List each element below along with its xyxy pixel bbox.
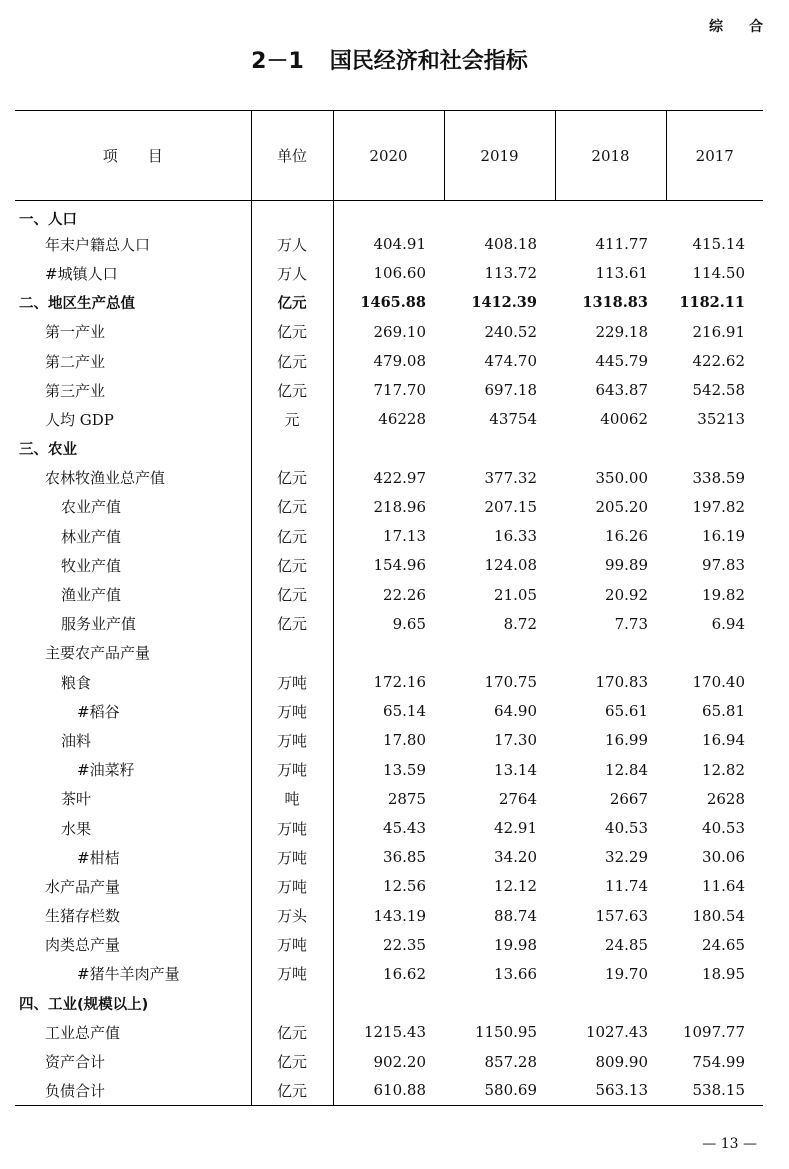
- table-row: [15, 813, 763, 842]
- row-value: 113.61: [595, 264, 648, 283]
- table-row: [15, 376, 763, 405]
- row-value: [555, 201, 666, 230]
- row-unit: 亿元: [251, 288, 333, 317]
- row-item: 粮食: [61, 673, 92, 692]
- row-value: 377.32: [484, 468, 537, 487]
- row-value: 24.65: [702, 935, 745, 954]
- row-item: 农业产值: [61, 498, 122, 517]
- row-value: 240.52: [484, 322, 537, 341]
- table-title-text: 国民经济和社会指标: [329, 49, 528, 74]
- table-row: [15, 1076, 763, 1105]
- row-value: 1215.43: [333, 1018, 444, 1047]
- row-value: [666, 989, 763, 1018]
- row-value: 411.77: [595, 235, 648, 254]
- row-item: 林业产值: [61, 527, 122, 546]
- row-value: 180.54: [692, 906, 745, 925]
- row-item: 油料: [61, 731, 92, 750]
- row-value: [444, 638, 555, 667]
- table-row: [15, 843, 763, 872]
- table-row: [15, 1018, 763, 1047]
- row-unit: [251, 434, 333, 463]
- row-item: 年末户籍总人口: [45, 235, 151, 254]
- table-row: [15, 959, 763, 988]
- table-row: [15, 434, 763, 463]
- row-item: 牧业产值: [61, 556, 122, 575]
- row-value: 97.83: [702, 556, 745, 575]
- row-value: 1318.83: [582, 294, 648, 312]
- page-number: — 13 —: [702, 1136, 757, 1152]
- table-row: [15, 288, 763, 317]
- row-value: 22.35: [333, 930, 444, 959]
- row-value: 65.61: [605, 702, 648, 721]
- row-item: 茶叶: [61, 790, 92, 809]
- table-row: [15, 317, 763, 346]
- row-value: 11.74: [605, 877, 648, 896]
- header-item: 项 目: [15, 111, 251, 201]
- table-row: [15, 346, 763, 375]
- row-value: 43754: [489, 410, 537, 429]
- row-unit: 万吨: [251, 872, 333, 901]
- table-row: [15, 230, 763, 259]
- row-value: 1150.95: [474, 1023, 537, 1042]
- row-value: 216.91: [692, 322, 745, 341]
- table-row: [15, 492, 763, 521]
- row-unit: 万人: [251, 259, 333, 288]
- row-value: 338.59: [692, 468, 745, 487]
- row-value: 170.40: [692, 673, 745, 692]
- row-unit: 亿元: [251, 551, 333, 580]
- row-value: 2667: [609, 789, 648, 808]
- row-value: 2875: [333, 784, 444, 813]
- row-unit: 万头: [251, 901, 333, 930]
- header-year-2018: 2018: [555, 111, 666, 201]
- row-value: 24.85: [605, 935, 648, 954]
- row-value: 16.26: [605, 527, 648, 546]
- row-value: 754.99: [692, 1052, 745, 1071]
- row-value: 857.28: [484, 1052, 537, 1071]
- row-unit: 亿元: [251, 1018, 333, 1047]
- row-value: [444, 201, 555, 230]
- row-item: #稻谷: [77, 702, 120, 721]
- row-unit: 万吨: [251, 726, 333, 755]
- header-year-2020: 2020: [333, 111, 444, 201]
- row-item: 二、地区生产总值: [19, 296, 135, 313]
- row-value: 1182.11: [679, 294, 745, 312]
- table-row: [15, 1047, 763, 1076]
- row-value: 64.90: [494, 702, 537, 721]
- table-row: [15, 638, 763, 667]
- table-row: [15, 726, 763, 755]
- row-item: 水产品产量: [45, 877, 121, 896]
- row-unit: [251, 989, 333, 1018]
- row-value: 474.70: [484, 352, 537, 371]
- row-value: 22.26: [333, 580, 444, 609]
- row-value: 46228: [333, 405, 444, 434]
- row-item: 第一产业: [45, 323, 106, 342]
- row-value: 40.53: [702, 819, 745, 838]
- row-item: #猪牛羊肉产量: [77, 965, 180, 984]
- row-value: [666, 201, 763, 230]
- row-value: 32.29: [605, 848, 648, 867]
- row-unit: 万人: [251, 230, 333, 259]
- row-value: 17.80: [333, 726, 444, 755]
- row-value: 2628: [706, 789, 745, 808]
- row-item: #油菜籽: [77, 761, 135, 780]
- row-value: 2764: [498, 789, 537, 808]
- row-unit: 万吨: [251, 930, 333, 959]
- row-unit: 万吨: [251, 668, 333, 697]
- row-value: 422.62: [692, 352, 745, 371]
- row-value: 13.59: [333, 755, 444, 784]
- row-value: 415.14: [692, 235, 745, 254]
- row-value: 19.98: [494, 935, 537, 954]
- row-unit: 亿元: [251, 580, 333, 609]
- row-value: 16.19: [702, 527, 745, 546]
- row-unit: 万吨: [251, 813, 333, 842]
- row-value: [333, 201, 444, 230]
- table-row: [15, 201, 763, 230]
- row-value: 19.70: [605, 964, 648, 983]
- row-value: 218.96: [333, 492, 444, 521]
- row-value: 170.83: [595, 673, 648, 692]
- row-unit: 元: [251, 405, 333, 434]
- row-value: 154.96: [333, 551, 444, 580]
- row-unit: 亿元: [251, 1047, 333, 1076]
- row-value: 45.43: [333, 813, 444, 842]
- row-item: 主要农产品产量: [45, 644, 151, 663]
- table-row: [15, 609, 763, 638]
- table-row: [15, 551, 763, 580]
- row-value: 42.91: [494, 819, 537, 838]
- row-unit: [251, 638, 333, 667]
- row-value: 580.69: [484, 1081, 537, 1100]
- row-item: 四、工业(规模以上): [19, 996, 149, 1013]
- table-row: [15, 901, 763, 930]
- row-unit: 亿元: [251, 492, 333, 521]
- header-row: [15, 111, 763, 201]
- row-value: 1412.39: [471, 294, 537, 312]
- table-row: [15, 989, 763, 1018]
- row-value: 40.53: [605, 819, 648, 838]
- row-value: [444, 434, 555, 463]
- row-unit: 亿元: [251, 1076, 333, 1105]
- row-unit: 亿元: [251, 346, 333, 375]
- row-unit: 万吨: [251, 755, 333, 784]
- row-value: 610.88: [333, 1076, 444, 1105]
- row-item: 负债合计: [45, 1081, 106, 1100]
- row-value: 143.19: [333, 901, 444, 930]
- row-value: [333, 989, 444, 1018]
- row-unit: 亿元: [251, 376, 333, 405]
- row-value: 1465.88: [333, 288, 444, 317]
- row-value: 16.62: [333, 959, 444, 988]
- row-value: 99.89: [605, 556, 648, 575]
- row-value: 18.95: [702, 964, 745, 983]
- row-unit: 吨: [251, 784, 333, 813]
- row-value: 124.08: [484, 556, 537, 575]
- row-item: 人均 GDP: [45, 410, 114, 429]
- row-item: #城镇人口: [45, 264, 118, 283]
- row-value: 40062: [600, 410, 648, 429]
- row-value: 422.97: [333, 463, 444, 492]
- row-value: [555, 434, 666, 463]
- row-value: 8.72: [503, 614, 537, 633]
- row-value: 34.20: [494, 848, 537, 867]
- row-value: 205.20: [595, 497, 648, 516]
- row-value: 21.05: [494, 585, 537, 604]
- row-item: 农林牧渔业总产值: [45, 469, 166, 488]
- row-value: 170.75: [484, 673, 537, 692]
- row-item: 第三产业: [45, 381, 106, 400]
- row-unit: 万吨: [251, 697, 333, 726]
- row-value: [666, 434, 763, 463]
- indicator-table: [15, 110, 763, 1106]
- table-row: [15, 697, 763, 726]
- row-item: 渔业产值: [61, 586, 122, 605]
- row-value: 697.18: [484, 381, 537, 400]
- row-value: 16.33: [494, 527, 537, 546]
- row-value: 445.79: [595, 352, 648, 371]
- table-body: [15, 201, 763, 1106]
- row-value: 20.92: [605, 585, 648, 604]
- row-item: 资产合计: [45, 1053, 106, 1072]
- row-item: 生猪存栏数: [45, 907, 121, 926]
- row-value: 9.65: [333, 609, 444, 638]
- row-value: 1027.43: [585, 1023, 648, 1042]
- row-value: [444, 989, 555, 1018]
- row-value: 16.99: [605, 731, 648, 750]
- row-value: 643.87: [595, 381, 648, 400]
- row-value: 350.00: [595, 468, 648, 487]
- row-value: 12.82: [702, 760, 745, 779]
- table-row: [15, 784, 763, 813]
- row-unit: 亿元: [251, 463, 333, 492]
- row-value: 12.84: [605, 760, 648, 779]
- table-row: [15, 259, 763, 288]
- row-value: 479.08: [333, 346, 444, 375]
- table-number: 2－1: [251, 49, 304, 74]
- row-item: 三、农业: [19, 442, 77, 459]
- row-item: 第二产业: [45, 352, 106, 371]
- row-value: 269.10: [333, 317, 444, 346]
- row-unit: [251, 201, 333, 230]
- table-row: [15, 522, 763, 551]
- row-value: 30.06: [702, 848, 745, 867]
- row-value: 65.14: [333, 697, 444, 726]
- row-value: 16.94: [702, 731, 745, 750]
- row-value: 404.91: [333, 230, 444, 259]
- row-unit: 亿元: [251, 609, 333, 638]
- row-value: 88.74: [494, 906, 537, 925]
- row-unit: 亿元: [251, 522, 333, 551]
- row-value: 11.64: [702, 877, 745, 896]
- row-item: #柑桔: [77, 848, 120, 867]
- row-value: 17.13: [333, 522, 444, 551]
- row-unit: 亿元: [251, 317, 333, 346]
- row-value: [555, 638, 666, 667]
- row-value: 35213: [697, 410, 745, 429]
- table-row: [15, 668, 763, 697]
- row-value: 172.16: [333, 668, 444, 697]
- table-row: [15, 872, 763, 901]
- row-value: [555, 989, 666, 1018]
- row-value: 12.56: [333, 872, 444, 901]
- row-value: 902.20: [333, 1047, 444, 1076]
- row-value: [333, 638, 444, 667]
- row-unit: 万吨: [251, 843, 333, 872]
- row-value: 7.73: [614, 614, 648, 633]
- row-value: 113.72: [484, 264, 537, 283]
- table-row: [15, 755, 763, 784]
- row-value: 1097.77: [682, 1023, 745, 1042]
- table-row: [15, 405, 763, 434]
- row-item: 一、人口: [19, 211, 77, 228]
- row-unit: 万吨: [251, 959, 333, 988]
- header-year-2019: 2019: [444, 111, 555, 201]
- row-value: 542.58: [692, 381, 745, 400]
- header-unit: 单位: [251, 111, 333, 201]
- row-value: 717.70: [333, 376, 444, 405]
- table-title: [0, 44, 779, 75]
- row-value: 809.90: [595, 1052, 648, 1071]
- row-value: 106.60: [333, 259, 444, 288]
- row-value: 114.50: [692, 264, 745, 283]
- row-value: 6.94: [711, 614, 745, 633]
- row-value: 17.30: [494, 731, 537, 750]
- row-value: 36.85: [333, 843, 444, 872]
- table-row: [15, 580, 763, 609]
- row-value: 157.63: [595, 906, 648, 925]
- row-value: 19.82: [702, 585, 745, 604]
- row-item: 服务业产值: [61, 615, 137, 634]
- row-value: 563.13: [595, 1081, 648, 1100]
- row-item: 肉类总产量: [45, 936, 121, 955]
- row-value: 13.66: [494, 964, 537, 983]
- row-value: 12.12: [494, 877, 537, 896]
- header-year-2017: 2017: [666, 111, 763, 201]
- row-item: 水果: [61, 819, 92, 838]
- table-row: [15, 463, 763, 492]
- row-value: 65.81: [702, 702, 745, 721]
- row-value: 197.82: [692, 497, 745, 516]
- row-value: 229.18: [595, 322, 648, 341]
- table-row: [15, 930, 763, 959]
- row-value: 408.18: [484, 235, 537, 254]
- row-value: 538.15: [692, 1081, 745, 1100]
- row-value: [333, 434, 444, 463]
- row-item: 工业总产值: [45, 1023, 121, 1042]
- row-value: 13.14: [494, 760, 537, 779]
- section-label: 综合: [709, 19, 789, 35]
- row-value: [666, 638, 763, 667]
- row-value: 207.15: [484, 497, 537, 516]
